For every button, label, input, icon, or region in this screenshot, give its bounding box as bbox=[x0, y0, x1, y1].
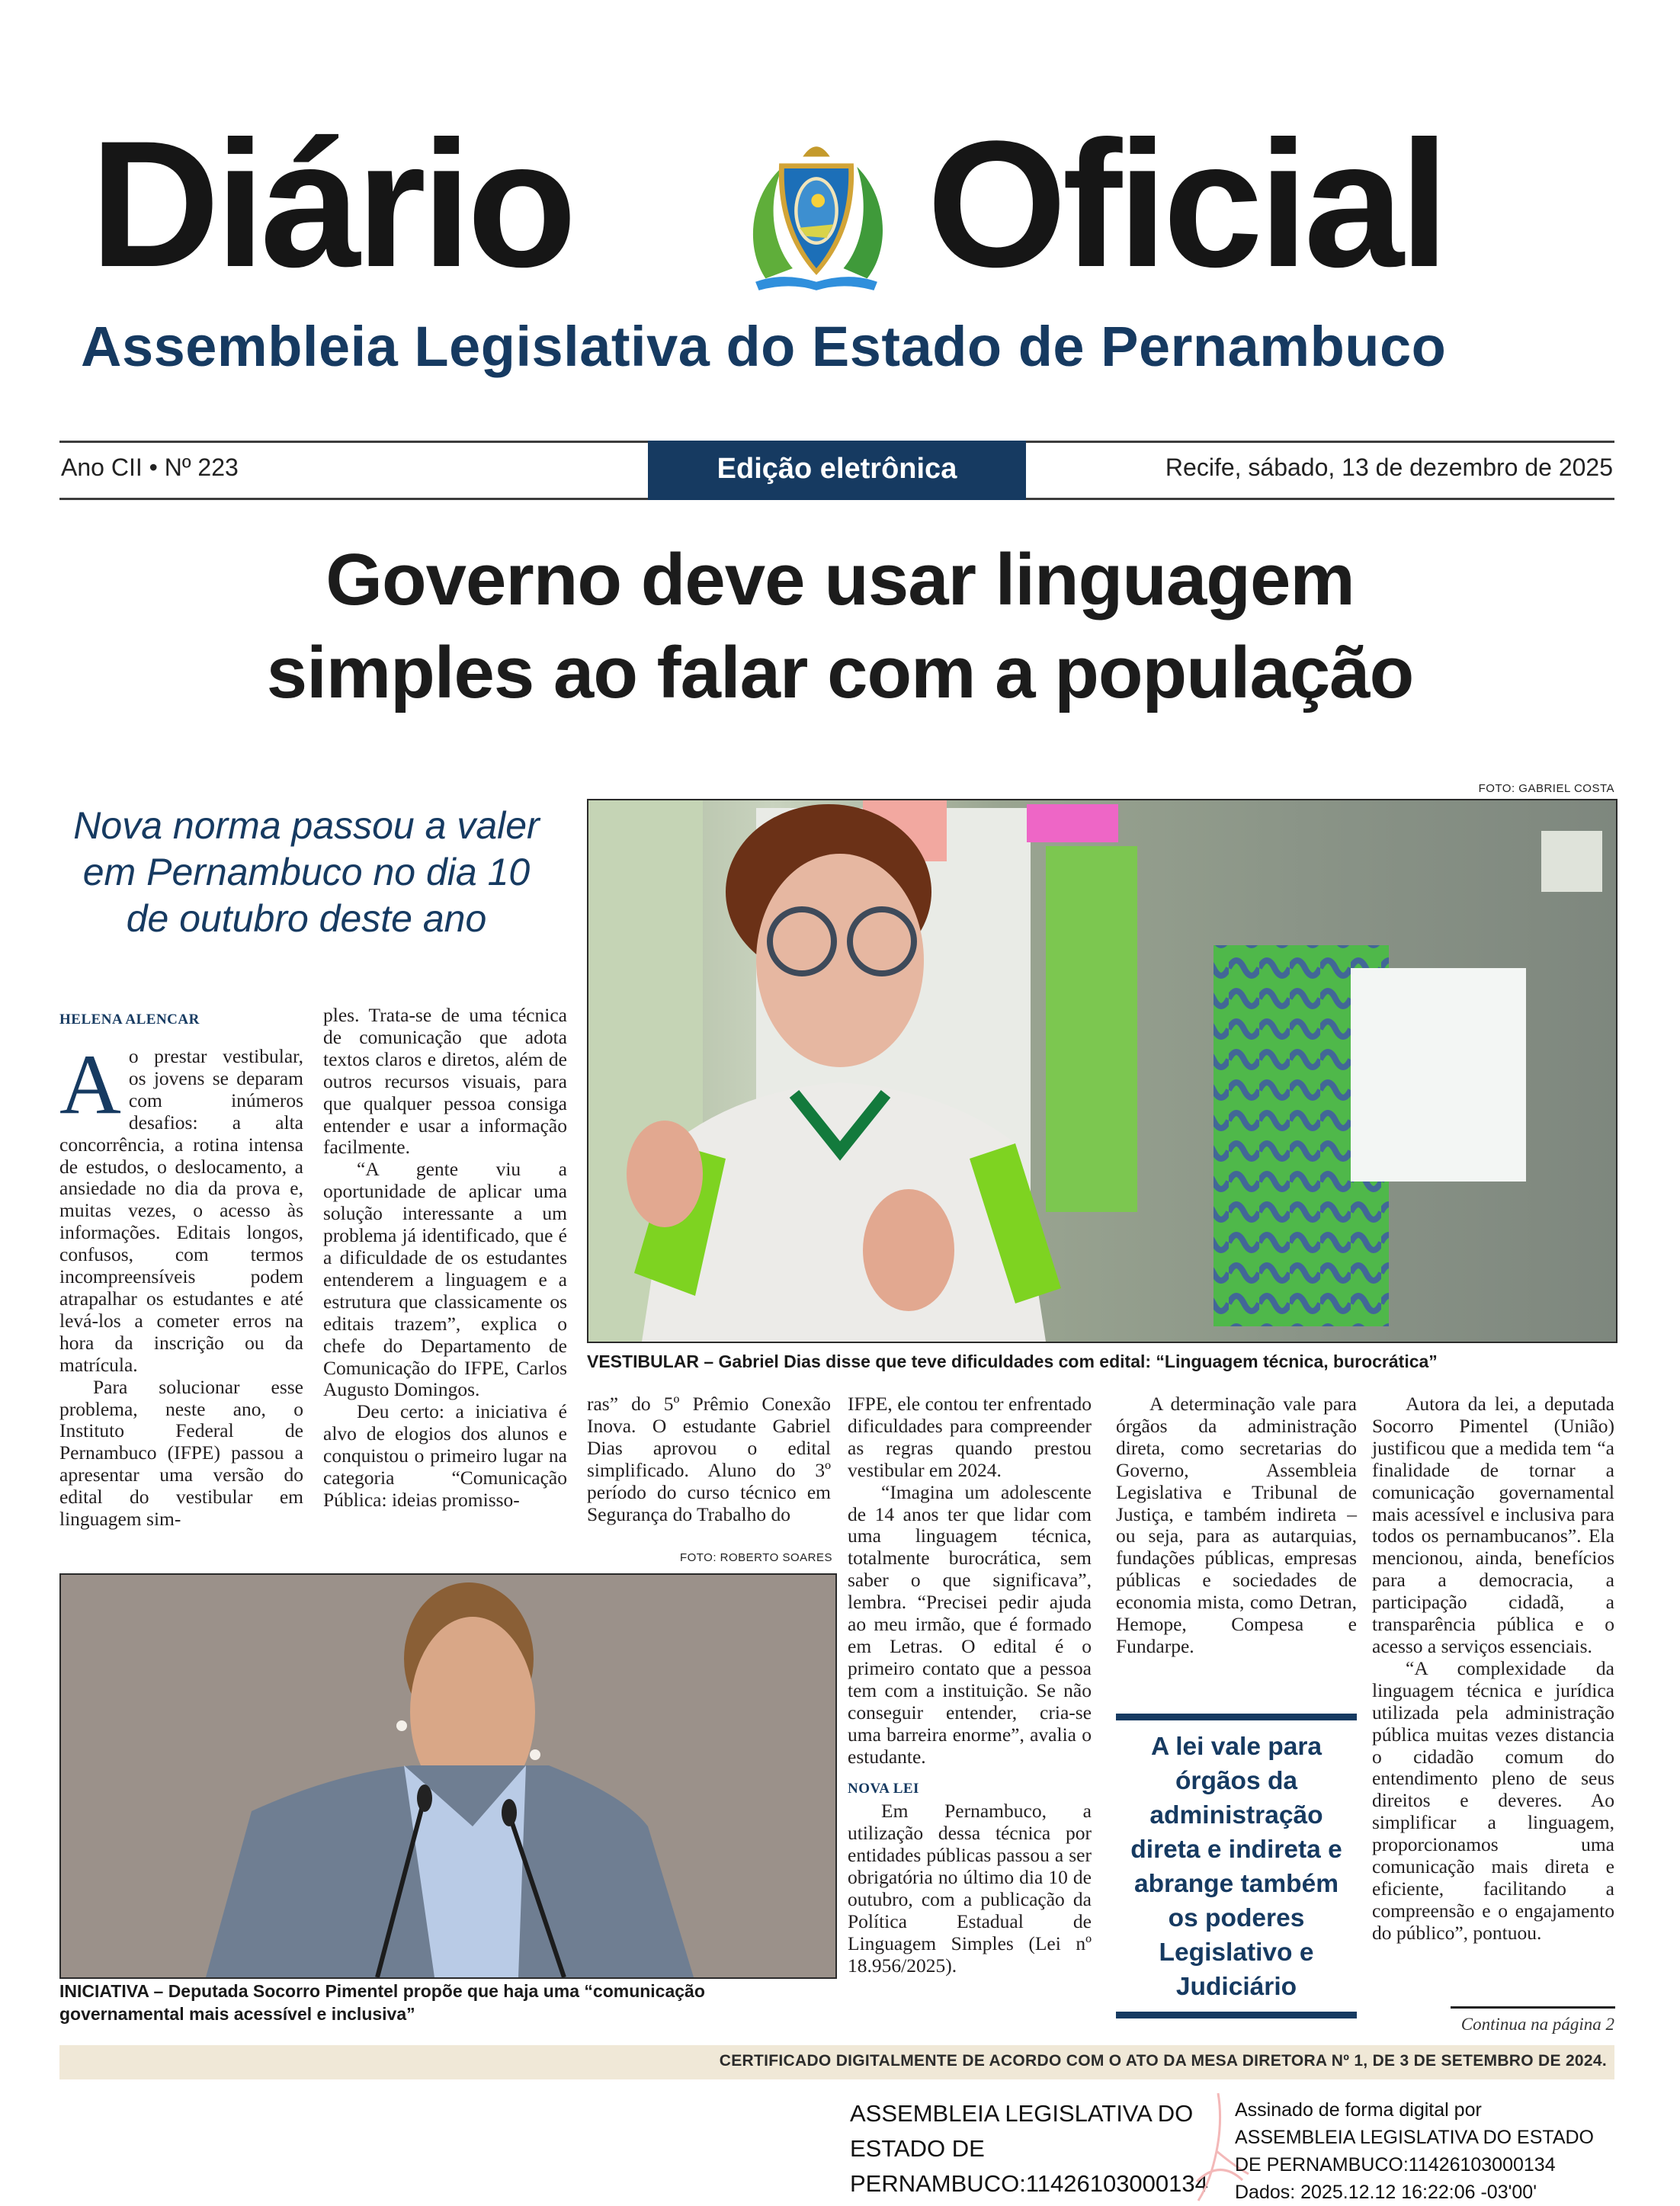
continued-on-page-link[interactable]: Continua na página 2 bbox=[1460, 2015, 1614, 2034]
paragraph: A determinação vale para órgãos da administração direta, como secretarias do Governo, Assembleia Legislativa e Tribunal de Justiça, e também indireta – ou seja, para as autarquias, fundações públicas, empresas públicas e sociedades de economia mista, como Detran, Hemope, Compesa e Fundarpe. bbox=[1116, 1393, 1357, 1657]
photo-credit-second: FOTO: ROBERTO SOARES bbox=[679, 1551, 832, 1564]
signature-detail-line: ASSEMBLEIA LEGISLATIVA DO ESTADO bbox=[1235, 2127, 1594, 2148]
paragraph: Em Pernambuco, a utilização dessa técnica por entidades públicas passou a ser obrigatória no último dia 10 de outubro, com a publicação da Política Estadual de Linguagem Simples (Lei nº 18.956/2025). bbox=[848, 1800, 1092, 1977]
caption-main-photo: VESTIBULAR – Gabriel Dias disse que teve dificuldades com edital: “Linguagem técnica, burocrática” bbox=[587, 1351, 1438, 1371]
byline: HELENA ALENCAR bbox=[59, 1012, 200, 1028]
signature-detail-line: Assinado de forma digital por bbox=[1235, 2099, 1482, 2121]
signature-line: PERNAMBUCO:11426103000134 bbox=[850, 2170, 1208, 2197]
lion-crest bbox=[803, 146, 830, 156]
green-poster bbox=[1046, 846, 1137, 1212]
signature-name bbox=[850, 2096, 1208, 2201]
masthead-subtitle: Assembleia Legislativa do Estado de Pernambuco bbox=[81, 315, 1447, 378]
pull-quote: A lei vale para órgãos da administração direta e indireta e abrange também os poderes Legislativo e Judiciário bbox=[1116, 1714, 1357, 2018]
article-column-1 bbox=[59, 1037, 303, 1531]
signature-details bbox=[1235, 2096, 1594, 2206]
certificate-text: CERTIFICADO DIGITALMENTE DE ACORDO COM O ATO DA MESA DIRETORA Nº 1, DE 3 DE SETEMBRO DE 2024. bbox=[719, 2052, 1607, 2070]
face bbox=[756, 854, 924, 1067]
sun bbox=[811, 194, 825, 207]
paragraph: Para solucionar esse problema, neste ano, o Instituto Federal de Pernambuco (IFPE) passou a apresentar uma versão do edital do vestibular em linguagem sim- bbox=[59, 1375, 303, 1531]
masthead-title-right: Oficial bbox=[927, 104, 1445, 305]
headline bbox=[76, 534, 1604, 720]
recycle-flyer bbox=[1541, 831, 1602, 892]
paragraph: Autora da lei, a deputada Socorro Pimentel (União) justificou que a medida tem “a finalidade de tornar a comunicação governamental mais acessível e inclusiva para todos os pernambucanos”. Ela mencionou, ainda, benefícios para a democracia, a participação cidadã, a transparência pública e o acesso a serviços essenciais. bbox=[1372, 1393, 1614, 1657]
student-photo-illustration bbox=[588, 800, 1616, 1342]
assistencia-flyer bbox=[1351, 968, 1526, 1182]
signature-detail-line: Dados: 2025.12.12 16:22:06 -03'00' bbox=[1235, 2182, 1537, 2203]
drop-cap: A bbox=[59, 1037, 121, 1132]
deputy-photo-illustration bbox=[61, 1575, 835, 1977]
edition-bar bbox=[59, 441, 1614, 500]
paragraph: Deu certo: a iniciativa é alvo de elogios dos alunos e conquistou o primeiro lugar na categoria “Comunicação Pública: ideias promisso- bbox=[323, 1400, 567, 1511]
earring-right bbox=[530, 1749, 540, 1760]
article-column-6 bbox=[1372, 1393, 1614, 1945]
paragraph: ples. Trata-se de uma técnica de comunicação que adota textos claros e diretos, além de outros recursos visuais, para que qualquer pessoa consiga entender e usar a informação facilmente. bbox=[323, 1004, 567, 1159]
photo-student-gabriel-dias bbox=[587, 799, 1617, 1343]
photo-deputy-socorro-pimentel bbox=[59, 1573, 837, 1979]
article-column-4 bbox=[848, 1393, 1092, 1977]
paragraph: “A gente viu a oportunidade de aplicar uma solução interessante a um problema já identificado, que é a dificuldade de os estudantes entenderem a linguagem e a estrutura que classicamente os editais trazem”, explica o chefe do Departamento de Comunicação do IFPE, Carlos Augusto Domingos. bbox=[323, 1158, 567, 1401]
coat-of-arms-icon bbox=[732, 130, 901, 299]
edition-label: Edição eletrônica bbox=[648, 441, 1026, 500]
edition-date: Recife, sábado, 13 de dezembro de 2025 bbox=[1165, 454, 1613, 481]
headline-line-2: simples ao falar com a população bbox=[266, 632, 1414, 713]
article-column-5 bbox=[1116, 1393, 1357, 1658]
article-column-2 bbox=[323, 1005, 567, 1512]
paragraph: “Imagina um adolescente de 14 anos ter que lidar com uma linguagem técnica, totalmente burocrática, sem saber o que significava”, lembra. “Precisei pedir ajuda ao meu irmão, que é formado em Letras. O edital é o primeiro contato que a pessoa tem com a instituição. Se não conseguir entender, cria-se uma barreira enorme”, avalia o estudante. bbox=[848, 1480, 1092, 1768]
paragraph: “A complexidade da linguagem técnica e jurídica utilizada pela administração pública muitas vezes distancia o cidadão comum do entendimento pleno de seus direitos e deveres. Ao simplificar a linguagem, proporcionamos uma comunicação mais direta e eficiente, facilitando a compreensão e o engajamento do público”, pontuou. bbox=[1372, 1656, 1614, 1944]
caption-second-photo: INICIATIVA – Deputada Socorro Pimentel propõe que haja uma “comunicação governamental mais acessível e inclusiva” bbox=[59, 1981, 705, 2024]
signature-detail-line: DE PERNAMBUCO:11426103000134 bbox=[1235, 2154, 1556, 2176]
article-column-3 bbox=[587, 1393, 831, 1525]
magenta-flyer bbox=[1027, 804, 1118, 842]
issue-number: Ano CII • Nº 223 bbox=[61, 454, 239, 481]
signature-line: ASSEMBLEIA LEGISLATIVA DO bbox=[850, 2100, 1194, 2127]
right-hand bbox=[863, 1189, 954, 1311]
earring-left bbox=[396, 1720, 407, 1731]
headline-line-1: Governo deve usar linguagem bbox=[325, 539, 1355, 620]
subheadline: Nova norma passou a valer em Pernambuco no dia 10 de outubro deste ano bbox=[73, 804, 540, 940]
ribbon bbox=[755, 277, 877, 290]
section-kicker: NOVA LEI bbox=[848, 1781, 919, 1797]
end-rule bbox=[1451, 2006, 1615, 2009]
paragraph: IFPE, ele contou ter enfrentado dificuldades para compreender as regras quando prestou vestibular em 2024. bbox=[848, 1393, 1092, 1481]
photo-credit-main: FOTO: GABRIEL COSTA bbox=[1478, 782, 1614, 795]
paragraph: ras” do 5º Prêmio Conexão Inova. O estudante Gabriel Dias aprovou o edital simplificado. Aluno do 3º período do curso técnico em Segurança do Trabalho do bbox=[587, 1393, 831, 1525]
mic-head-right bbox=[502, 1799, 517, 1826]
signature-line: ESTADO DE bbox=[850, 2135, 985, 2162]
mic-head-left bbox=[417, 1784, 432, 1812]
masthead-title-left: Diário bbox=[90, 104, 572, 305]
paragraph: o prestar vestibular, os jovens se deparam com inúmeros desafios: a alta concorrência, a rotina intensa de estudos, o deslocamento, a ansiedade no dia da prova e, muitas vezes, o acesso às informações. Editais longos, confusos, com termos incompreensíveis podem atrapalhar os estudantes e até levá-los a cometer erros na hora da inscrição ou da matrícula. bbox=[59, 1045, 303, 1376]
left-hand bbox=[627, 1121, 703, 1227]
certificate-bar bbox=[59, 2045, 1614, 2079]
